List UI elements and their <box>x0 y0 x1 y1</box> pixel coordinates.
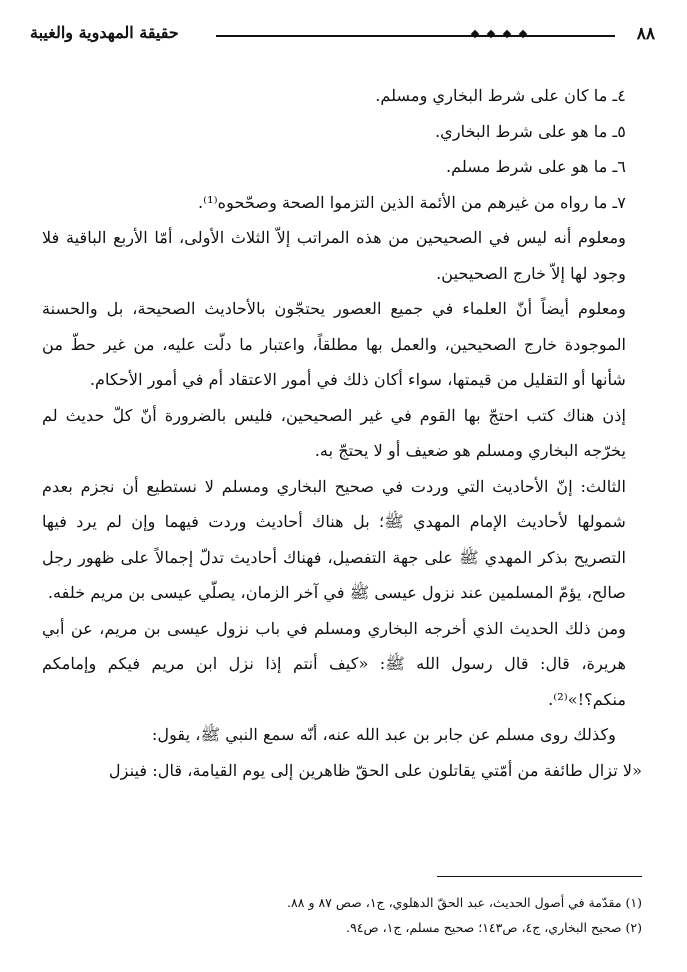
list-item: ٤ـ ما كان على شرط البخاري ومسلم. <box>375 86 626 105</box>
paragraph: وكذلك روى مسلم عن جابر بن عبد الله عنه، أنّه سمع النبي ﷺ، يقول: <box>151 725 616 744</box>
page-number: ٨٨ <box>636 24 655 44</box>
book-title: حقيقة المهدوية والغيبة <box>30 23 179 42</box>
footnote: (١) مقدّمة في أصول الحديث، عبد الحقّ الدهلوي، ج١، صص ٨٧ و ٨٨. <box>287 895 642 910</box>
footnotes <box>42 890 642 940</box>
paragraph: ومعلوم أنه ليس في الصحيحين من هذه المراتب إلاّ الثلاث الأولى، أمّا الأربع الباقية فلا وجود لها إلاّ خارج الصحيحين. <box>42 228 626 283</box>
page-header <box>30 22 655 48</box>
list-item: ٥ـ ما هو على شرط البخاري. <box>435 121 626 141</box>
footnote: (٢) صحيح البخاري، ج٤، ص١٤٣؛ صحيح مسلم، ج١، ص٩٤. <box>346 920 642 935</box>
paragraph: «لا تزال طائفة من أمّتي يقاتلون على الحقّ ظاهرين إلى يوم القيامة، قال: فينزل <box>108 760 642 780</box>
footnote-separator <box>437 876 642 877</box>
header-rule <box>216 35 615 37</box>
paragraph: الثالث: إنّ الأحاديث التي وردت في صحيح البخاري ومسلم لا نستطيع أن نجزم بعدم شمولها لأحاديث الإمام المهدي ﷺ؛ بل هناك أحاديث وردت فيهما وإن لم يرد فيها التصريح بذكر المهدي ﷺ على جهة التفصيل، فهناك أحاديث تدلّ إجمالاً على ظهور رجل صالح، يؤمّ المسلمين عند نزول عيسى ﷺ في آخر الزمان، يصلّي عيسى بن مريم خلفه. <box>42 476 626 602</box>
paragraph: ومعلوم أيضاً أنّ العلماء في جميع العصور يحتجّون بالأحاديث الصحيحة، بل والحسنة الموجودة خارج الصحيحين، والعمل بها مطلقاً، واعتبار ما دلّت عليه، من غير حطّ من شأنها أو التقليل من قيمتها، سواء أكان ذلك في أمور الاعتقاد أم في أمور الأحكام. <box>42 299 626 389</box>
paragraph: إذن هناك كتب احتجّ بها القوم في غير الصحيحين، فليس بالضرورة أنّ كلّ حديث لم يخرّجه البخاري ومسلم هو ضعيف أو لا يحتجّ به. <box>42 405 626 460</box>
list-item: ٧ـ ما رواه من غيرهم من الأئمة الذين التزموا الصحة وصحّحوه⁽¹⁾. <box>198 192 626 212</box>
main-text <box>42 78 642 788</box>
list-item: ٦ـ ما هو على شرط مسلم. <box>445 157 626 176</box>
paragraph: ومن ذلك الحديث الذي أخرجه البخاري ومسلم في باب نزول عيسى بن مريم، عن أبي هريرة، قال: قال رسول الله ﷺ: «كيف أنتم إذا نزل ابن مريم فيكم وإمامكم منكم؟!»⁽²⁾. <box>42 618 626 709</box>
